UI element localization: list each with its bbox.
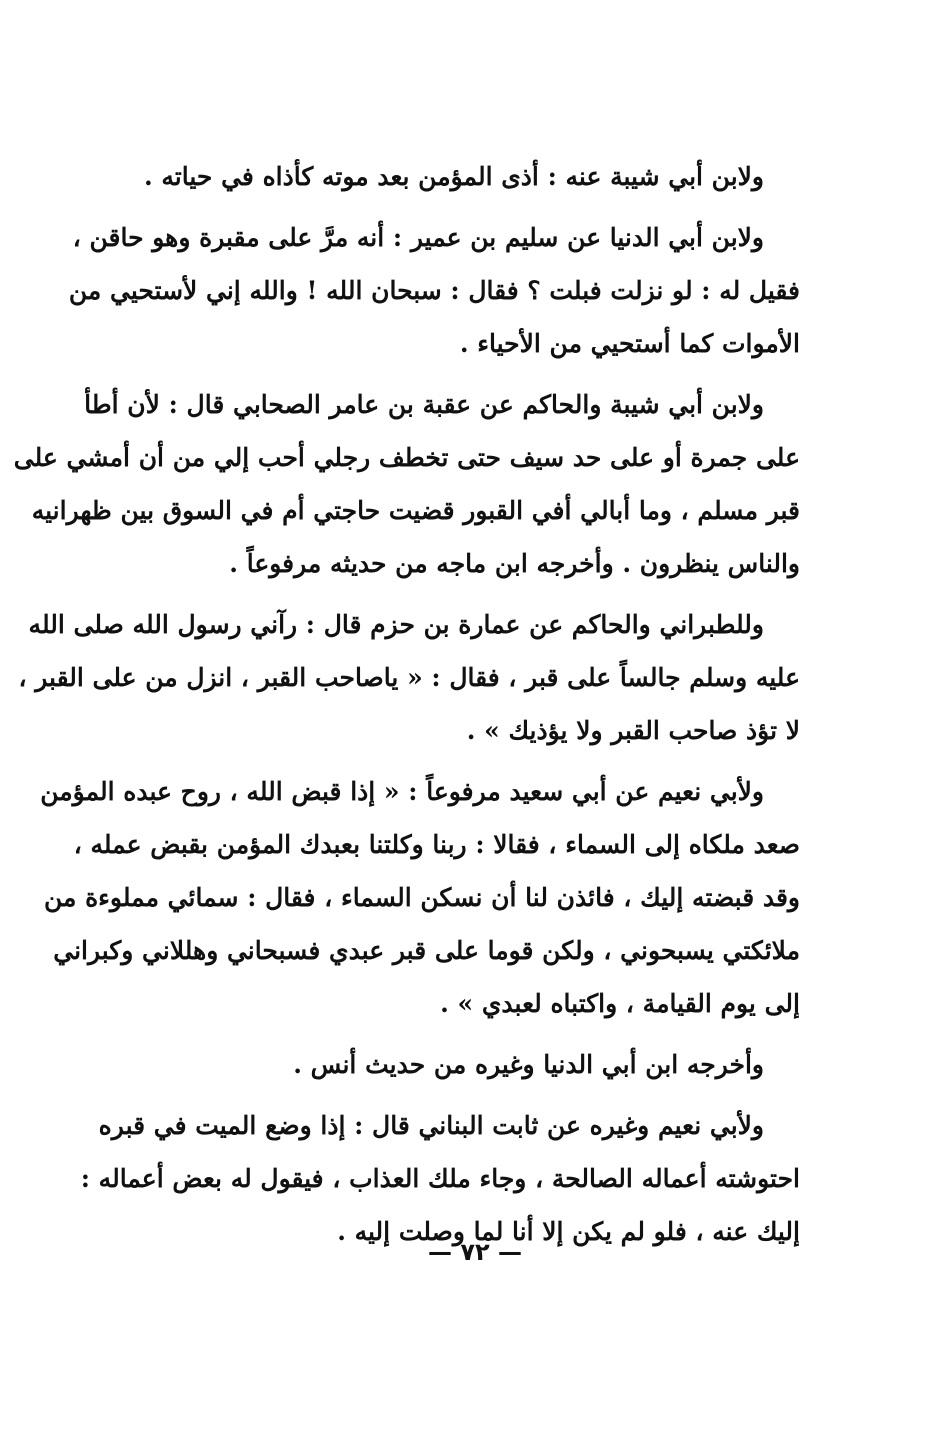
paragraph-line: ولأبي نعيم وغيره عن ثابت البناني قال : إذا وضع الميت في قبره xyxy=(98,1111,764,1140)
paragraph-line: الأموات كما أستحيي من الأحياء . xyxy=(459,329,800,358)
paragraph-line: ولأبي نعيم عن أبي سعيد مرفوعاً : « إذا قبض الله ، روح عبده المؤمن xyxy=(40,777,764,806)
paragraph-6 xyxy=(150,1038,800,1091)
paragraph-line: والناس ينظرون . وأخرجه ابن ماجه من حديثه مرفوعاً . xyxy=(229,549,800,578)
paragraph-line: إلى يوم القيامة ، واكتباه لعبدي » . xyxy=(440,989,800,1018)
paragraph-line: وقد قبضته إليك ، فائذن لنا أن نسكن السماء ، فقال : سمائي مملوءة من xyxy=(43,883,800,912)
paragraph-line: ولابن أبي شيبة عنه : أذى المؤمن بعد موته كأذاه في حياته . xyxy=(143,162,764,191)
paragraph-line: ملائكتي يسبحوني ، ولكن قوما على قبر عبدي فسبحاني وهللاني وكبراني xyxy=(53,936,800,965)
paragraph-line: قبر مسلم ، وما أبالي أفي القبور قضيت حاجتي أم في السوق بين ظهرانيه xyxy=(31,496,800,525)
paragraph-1 xyxy=(143,150,800,203)
page-number: — ٧٢ — xyxy=(427,1238,522,1266)
paragraph-3 xyxy=(13,378,800,590)
paragraph-line: لا تؤذ صاحب القبر ولا يؤذيك » . xyxy=(466,716,800,745)
paragraph-line: إليك عنه ، فلو لم يكن إلا أنا لما وصلت إليه . xyxy=(337,1217,800,1246)
paragraph-line: ولابن أبي الدنيا عن سليم بن عمير : أنه مرَّ على مقبرة وهو حاقن ، xyxy=(72,223,764,252)
paragraph-4 xyxy=(18,598,800,757)
body-text xyxy=(13,150,800,1266)
paragraph-5 xyxy=(40,765,800,1030)
paragraph-line: فقيل له : لو نزلت فبلت ؟ فقال : سبحان الله ! والله إني لأستحيي من xyxy=(68,276,800,305)
paragraph-line: عليه وسلم جالساً على قبر ، فقال : « ياصاحب القبر ، انزل من على القبر ، xyxy=(18,663,800,692)
paragraph-7 xyxy=(80,1099,800,1258)
paragraph-line: صعد ملكاه إلى السماء ، فقالا : ربنا وكلتنا بعبدك المؤمن بقبض عمله ، xyxy=(73,830,800,859)
paragraph-line: وأخرجه ابن أبي الدنيا وغيره من حديث أنس . xyxy=(293,1050,764,1079)
paragraph-line: وللطبراني والحاكم عن عمارة بن حزم قال : رآني رسول الله صلى الله xyxy=(28,610,764,639)
paragraph-line: ولابن أبي شيبة والحاكم عن عقبة بن عامر الصحابي قال : لأن أطأ xyxy=(84,390,764,419)
paragraph-line: على جمرة أو على حد سيف حتى تخطف رجلي أحب إلي من أن أمشي على xyxy=(13,443,800,472)
paragraph-2 xyxy=(68,211,800,370)
paragraph-line: احتوشته أعماله الصالحة ، وجاء ملك العذاب ، فيقول له بعض أعماله : xyxy=(80,1164,800,1193)
